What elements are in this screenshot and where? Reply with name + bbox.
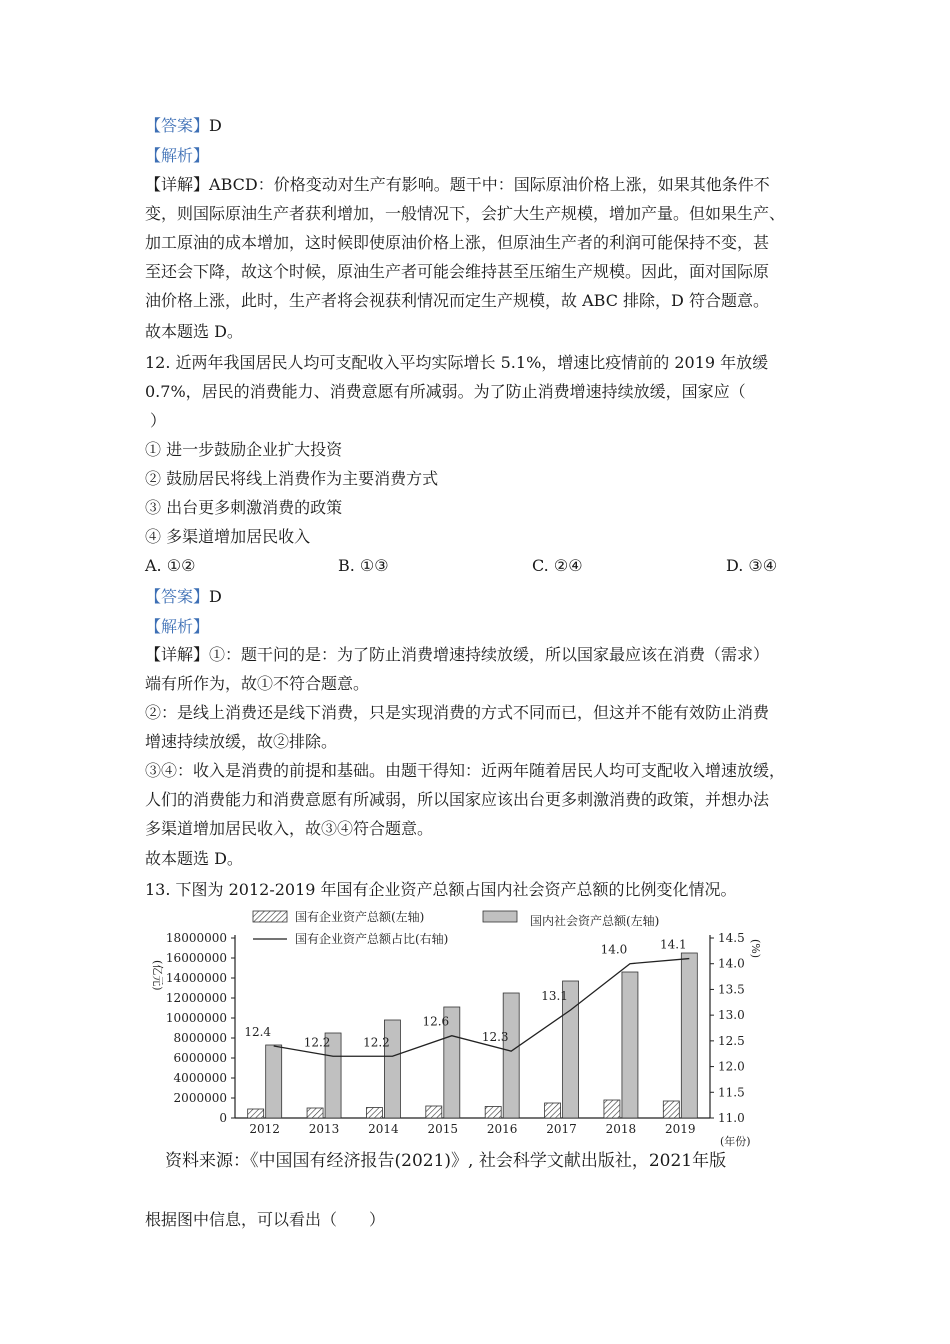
q12-detail-line-6: 人们的消费能力和消费意愿有所减弱，所以国家应该出台更多刺激消费的政策，并想办法 [145,790,770,809]
ratio-data-label: 12.6 [422,1014,450,1029]
q12-detail-line-2: 端有所作为，故①不符合题意。 [145,674,370,693]
left-tick-label: 8000000 [173,1031,227,1045]
q11-conclusion: 故本题选 D。 [145,322,243,341]
q12-analysis-tag: 【解析】 [145,617,210,636]
x-tick-label: 2017 [546,1122,577,1136]
q12-statement-4: ④ 多渠道增加居民收入 [145,527,311,546]
left-tick-label: 4000000 [173,1071,227,1085]
ratio-data-label: 14.0 [600,942,628,957]
answer-tag: 【答案】 [145,116,210,135]
bar-soe-assets [248,1109,264,1118]
q12-stem-line-1: 12. 近两年我国居民人均可支配收入平均实际增长 5.1%，增速比疫情前的 2019 年放缓 [145,353,769,372]
q12-option-d: D. ③④ [726,556,778,575]
ratio-data-label: 12.3 [481,1030,509,1045]
right-tick-label: 14.5 [718,931,745,945]
q12-stem-line-3: ） [150,411,167,430]
q11-detail-line-2: 变，则国际原油生产者获利增加，一般情况下，会扩大生产规模，增加产量。但如果生产、 [145,204,786,223]
x-tick-label: 2018 [605,1122,637,1136]
bar-soe-assets [485,1107,501,1119]
q13-stem: 13. 下图为 2012-2019 年国有企业资产总额占国内社会资产总额的比例变化情况。 [145,880,737,899]
q12-option-b: B. ①③ [338,556,389,575]
left-tick-label: 0 [219,1111,227,1125]
q12-detail-line-3: ②：是线上消费还是线下消费，只是实现消费的方式不同而已，但这并不能有效防止消费 [145,703,770,722]
detail-tag: 【详解】 [145,645,210,664]
x-tick-label: 2014 [368,1122,399,1136]
right-axis-unit: (%) [749,939,762,959]
ratio-data-label: 13.1 [541,989,568,1003]
right-tick-label: 12.5 [718,1033,745,1048]
left-tick-label: 10000000 [165,1011,227,1025]
answer-tag: 【答案】 [145,587,210,606]
q12-conclusion: 故本题选 D。 [145,849,243,868]
q12-option-a: A. ①② [145,556,196,575]
plot-area [166,931,745,1136]
legend-swatch-social [483,911,517,922]
legend-swatch-soe [253,911,287,922]
bar-social-assets [681,953,697,1118]
bar-social-assets [622,972,638,1118]
q12-stem-line-2: 0.7%，居民的消费能力、消费意愿有所减弱。为了防止消费增速持续放缓，国家应（ [145,382,746,401]
bar-soe-assets [366,1108,382,1119]
x-axis-unit: (年份) [720,1135,751,1148]
legend-label-soe: 国有企业资产总额(左轴) [295,910,425,924]
right-tick-label: 13.0 [718,1008,745,1023]
right-tick-label: 11.0 [718,1111,745,1125]
answer-value: D [209,116,222,135]
q12-detail-line-1: 【详解】①：题干问的是：为了防止消费增速持续放缓，所以国家最应该在消费（需求） [145,645,770,664]
q11-detail-line-4: 至还会下降，故这个时候，原油生产者可能会维持甚至压缩生产规模。因此，面对国际原 [145,262,770,281]
bar-soe-assets [604,1100,620,1118]
legend-label-social: 国内社会资产总额(左轴) [530,914,660,928]
asset-ratio-chart [140,905,770,1150]
x-tick-label: 2015 [427,1122,459,1136]
q12-detail-line-5: ③④：收入是消费的前提和基础。由题干得知：近两年随着居民人均可支配收入增速放缓， [145,761,786,780]
bar-soe-assets [307,1108,323,1118]
q11-detail-line-5: 油价格上涨，此时，生产者将会视获利情况而定生产规模，故 ABC 排除，D 符合题意。 [145,291,769,310]
left-tick-label: 18000000 [165,931,227,945]
right-tick-label: 12.0 [718,1059,745,1074]
left-tick-label: 2000000 [173,1091,227,1105]
q12-statement-2: ② 鼓励居民将线上消费作为主要消费方式 [145,469,439,488]
right-tick-label: 11.5 [718,1085,745,1100]
q12-option-c: C. ②④ [532,556,583,575]
q12-statement-3: ③ 出台更多刺激消费的政策 [145,498,343,517]
ratio-data-label: 12.2 [363,1035,390,1050]
left-tick-label: 12000000 [165,991,227,1005]
bar-soe-assets [545,1103,561,1118]
ratio-data-label: 12.2 [303,1035,331,1050]
ratio-data-label: 12.4 [244,1025,272,1039]
q13-question: 根据图中信息，可以看出（ ） [145,1210,386,1229]
left-axis-unit: (亿元) [151,960,164,991]
q12-statement-1: ① 进一步鼓励企业扩大投资 [145,440,343,459]
q11-detail-line-1: 【详解】ABCD：价格变动对生产有影响。题干中：国际原油价格上涨，如果其他条件不 [145,175,770,194]
q11-answer [145,115,222,137]
right-tick-label: 13.5 [718,982,745,997]
q11-detail-line-3: 加工原油的成本增加，这时候即使原油价格上涨，但原油生产者的利润可能保持不变，甚 [145,233,770,252]
right-tick-label: 14.0 [718,956,745,971]
q12-detail-line-7: 多渠道增加居民收入，故③④符合题意。 [145,819,434,838]
answer-value: D [209,587,222,606]
ratio-data-label: 14.1 [659,937,687,952]
x-tick-label: 2019 [665,1122,696,1136]
legend-label-ratio: 国有企业资产总额占比(右轴) [295,932,449,946]
detail-tag: 【详解】 [145,175,210,194]
left-tick-label: 16000000 [165,951,227,965]
left-tick-label: 14000000 [165,971,227,985]
x-tick-label: 2013 [308,1122,340,1136]
chart-source-caption: 资料来源：《中国国有经济报告(2021)》, 社会科学文献出版社，2021年版 [165,1151,727,1171]
q12-detail-line-4: 增速持续放缓，故②排除。 [145,732,338,751]
bar-soe-assets [663,1101,679,1118]
bar-soe-assets [426,1106,442,1118]
x-tick-label: 2016 [486,1122,518,1136]
left-tick-label: 6000000 [173,1051,227,1065]
x-tick-label: 2012 [249,1122,280,1136]
q12-answer [145,586,222,608]
bar-social-assets [503,993,519,1118]
q11-analysis-tag: 【解析】 [145,146,210,165]
bar-social-assets [266,1045,282,1118]
